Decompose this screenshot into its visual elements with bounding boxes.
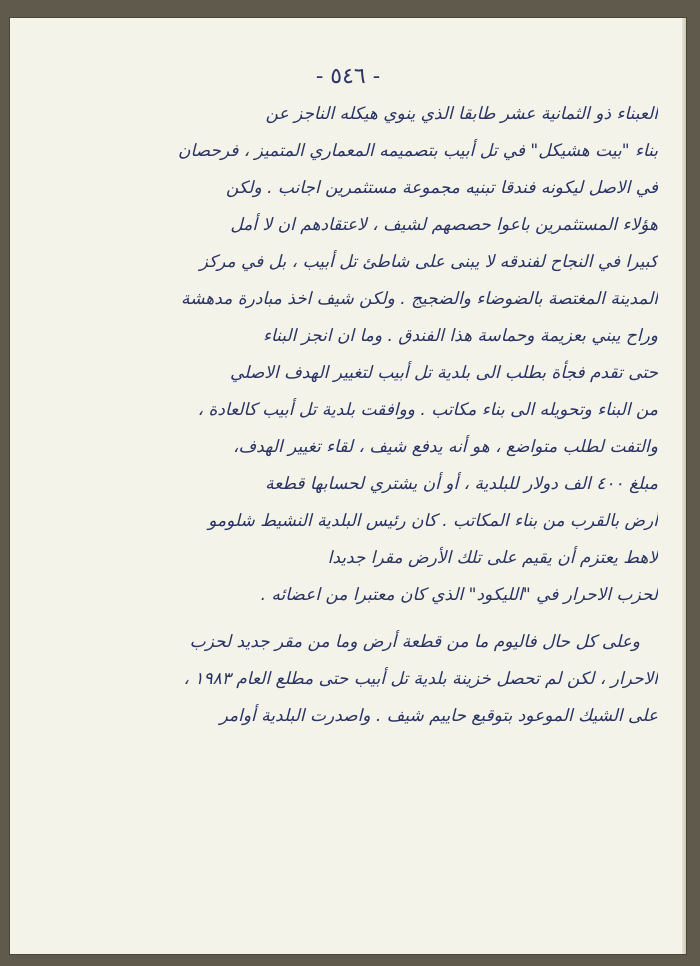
paragraph-1	[46, 96, 658, 614]
text-line: مبلغ ٤٠٠ الف دولار للبلدية ، أو أن يشتري لحسابها قطعة	[265, 474, 658, 494]
text-line: لاهط يعتزم أن يقيم على تلك الأرض مقرا جديدا	[327, 548, 658, 568]
text-line: كبيرا في النجاح لفندقه لا يبنى على شاطئ تل أبيب ، بل في مركز	[199, 252, 658, 272]
text-line: أرض بالقرب من بناء المكاتب . كان رئيس البلدية النشيط شلومو	[208, 511, 658, 531]
text-line: العبناء ذو الثمانية عشر طابقا الذي ينوي هيكله الناجز عن	[265, 104, 658, 124]
text-line: هؤلاء المستثمرين باعوا حصصهم لشيف ، لاعتقادهم ان لا أمل	[230, 215, 658, 235]
manuscript-page	[10, 18, 686, 954]
text-line: وعلى كل حال فاليوم ما من قطعة أرض وما من مقر جديد لحزب	[189, 632, 640, 652]
text-line: من البناء وتحويله الى بناء مكاتب . ووافقت بلدية تل أبيب كالعادة ،	[197, 400, 658, 420]
text-line: في الاصل ليكونه فندقا تبنيه مجموعة مستثمرين اجانب . ولكن	[225, 178, 658, 198]
text-line: لحزب الاحرار في "الليكود" الذي كان معتبرا من اعضائه .	[260, 585, 658, 605]
text-line: والتفت لطلب متواضع ، هو أنه يدفع شيف ، لقاء تغيير الهدف،	[232, 437, 658, 457]
text-line: حتى تقدم فجأة بطلب الى بلدية تل أبيب لتغيير الهدف الاصلي	[230, 363, 658, 383]
handwritten-body	[46, 96, 658, 735]
page-edge	[682, 18, 686, 954]
text-line: وراح يبني بعزيمة وحماسة هذا الفندق . وما ان انجز البناء	[263, 326, 658, 346]
page-number: - ٥٤٦ -	[315, 64, 381, 89]
text-line: على الشيك الموعود بتوقيع حاييم شيف . واصدرت البلدية أوامر	[219, 706, 658, 726]
text-line: بناء "بيت هشيكل" في تل أبيب بتصميمه المعماري المتميز ، فرحصان	[177, 141, 658, 161]
paragraph-2	[46, 624, 658, 735]
text-line: الاحرار ، لكن لم تحصل خزينة بلدية تل أبيب حتى مطلع العام ١٩٨٣ ،	[183, 669, 658, 689]
text-line: المدينة المغتصة بالضوضاء والضجيج . ولكن شيف اخذ مبادرة مدهشة	[181, 289, 658, 309]
